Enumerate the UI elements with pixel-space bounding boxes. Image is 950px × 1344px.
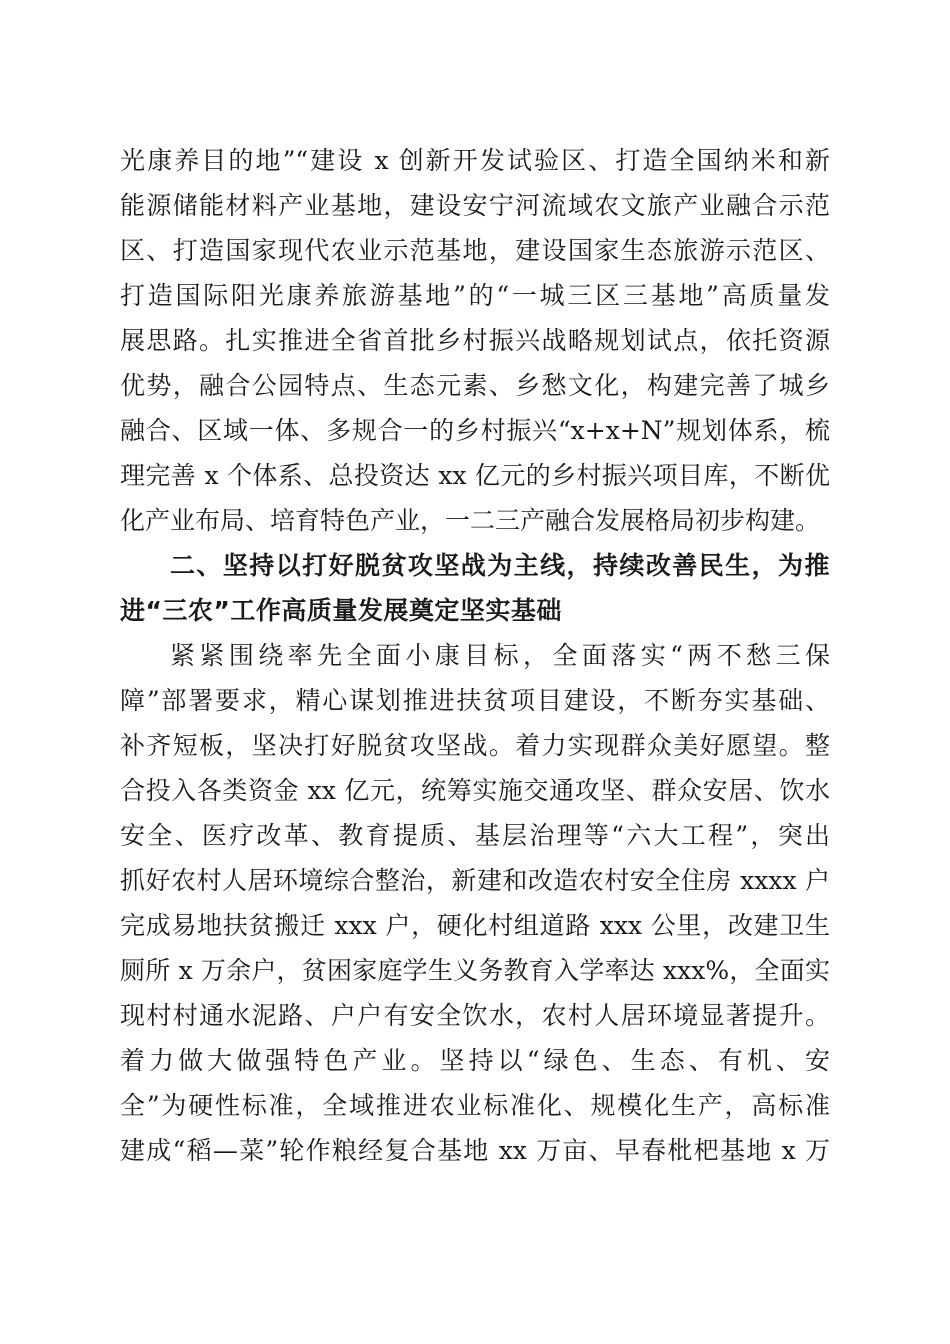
paragraph-line: 紧紧围绕率先全面小康目标，全面落实“两不愁三保: [170, 641, 830, 670]
paragraph-2: [120, 633, 830, 1173]
paragraph-line: 融合、区域一体、多规合一的乡村振兴“x+x+N”规划体系，梳: [120, 416, 830, 445]
paragraph-line: 完成易地扶贫搬迁 xxx 户，硬化村组道路 xxx 公里，改建卫生: [120, 911, 830, 940]
paragraph-line: 障”部署要求，精心谋划推进扶贫项目建设，不断夯实基础、: [120, 686, 830, 715]
paragraph-line: 打造国际阳光康养旅游基地”的“一城三区三基地”高质量发: [120, 281, 830, 310]
paragraph-line: 抓好农村人居环境综合整治，新建和改造农村安全住房 xxxx 户: [120, 866, 830, 895]
paragraph-line: 光康养目的地”“建设 x 创新开发试验区、打造全国纳米和新: [120, 146, 830, 175]
paragraph-line: 现村村通水泥路、户户有安全饮水，农村人居环境显著提升。: [120, 1001, 830, 1030]
paragraph-line: 安全、医疗改革、教育提质、基层治理等“六大工程”，突出: [120, 821, 830, 850]
paragraph-line: 厕所 x 万余户，贫困家庭学生义务教育入学率达 xxx%，全面实: [120, 956, 830, 985]
paragraph-line: 展思路。扎实推进全省首批乡村振兴战略规划试点，依托资源: [120, 326, 830, 355]
paragraph-line: 补齐短板，坚决打好脱贫攻坚战。着力实现群众美好愿望。整: [120, 731, 830, 760]
heading-line: 二、坚持以打好脱贫攻坚战为主线，持续改善民生，为推: [170, 551, 830, 580]
section-heading: [120, 543, 830, 633]
paragraph-1: [120, 138, 830, 543]
paragraph-line: 区、打造国家现代农业示范基地，建设国家生态旅游示范区、: [120, 236, 830, 265]
paragraph-line: 建成“稻—菜”轮作粮经复合基地 xx 万亩、早春枇杷基地 x 万: [120, 1136, 830, 1165]
paragraph-line: 化产业布局、培育特色产业，一二三产融合发展格局初步构建。: [120, 506, 821, 535]
paragraph-line: 着力做大做强特色产业。坚持以“绿色、生态、有机、安: [120, 1046, 830, 1075]
paragraph-line: 优势，融合公园特点、生态元素、乡愁文化，构建完善了城乡: [120, 371, 830, 400]
paragraph-line: 全”为硬性标准，全域推进农业标准化、规模化生产，高标准: [120, 1091, 830, 1120]
heading-line: 进“三农”工作高质量发展奠定坚实基础: [120, 596, 562, 625]
paragraph-line: 能源储能材料产业基地，建设安宁河流域农文旅产业融合示范: [120, 191, 830, 220]
paragraph-line: 合投入各类资金 xx 亿元，统筹实施交通攻坚、群众安居、饮水: [120, 776, 830, 805]
paragraph-line: 理完善 x 个体系、总投资达 xx 亿元的乡村振兴项目库，不断优: [120, 461, 830, 490]
document-body: [120, 138, 830, 1173]
